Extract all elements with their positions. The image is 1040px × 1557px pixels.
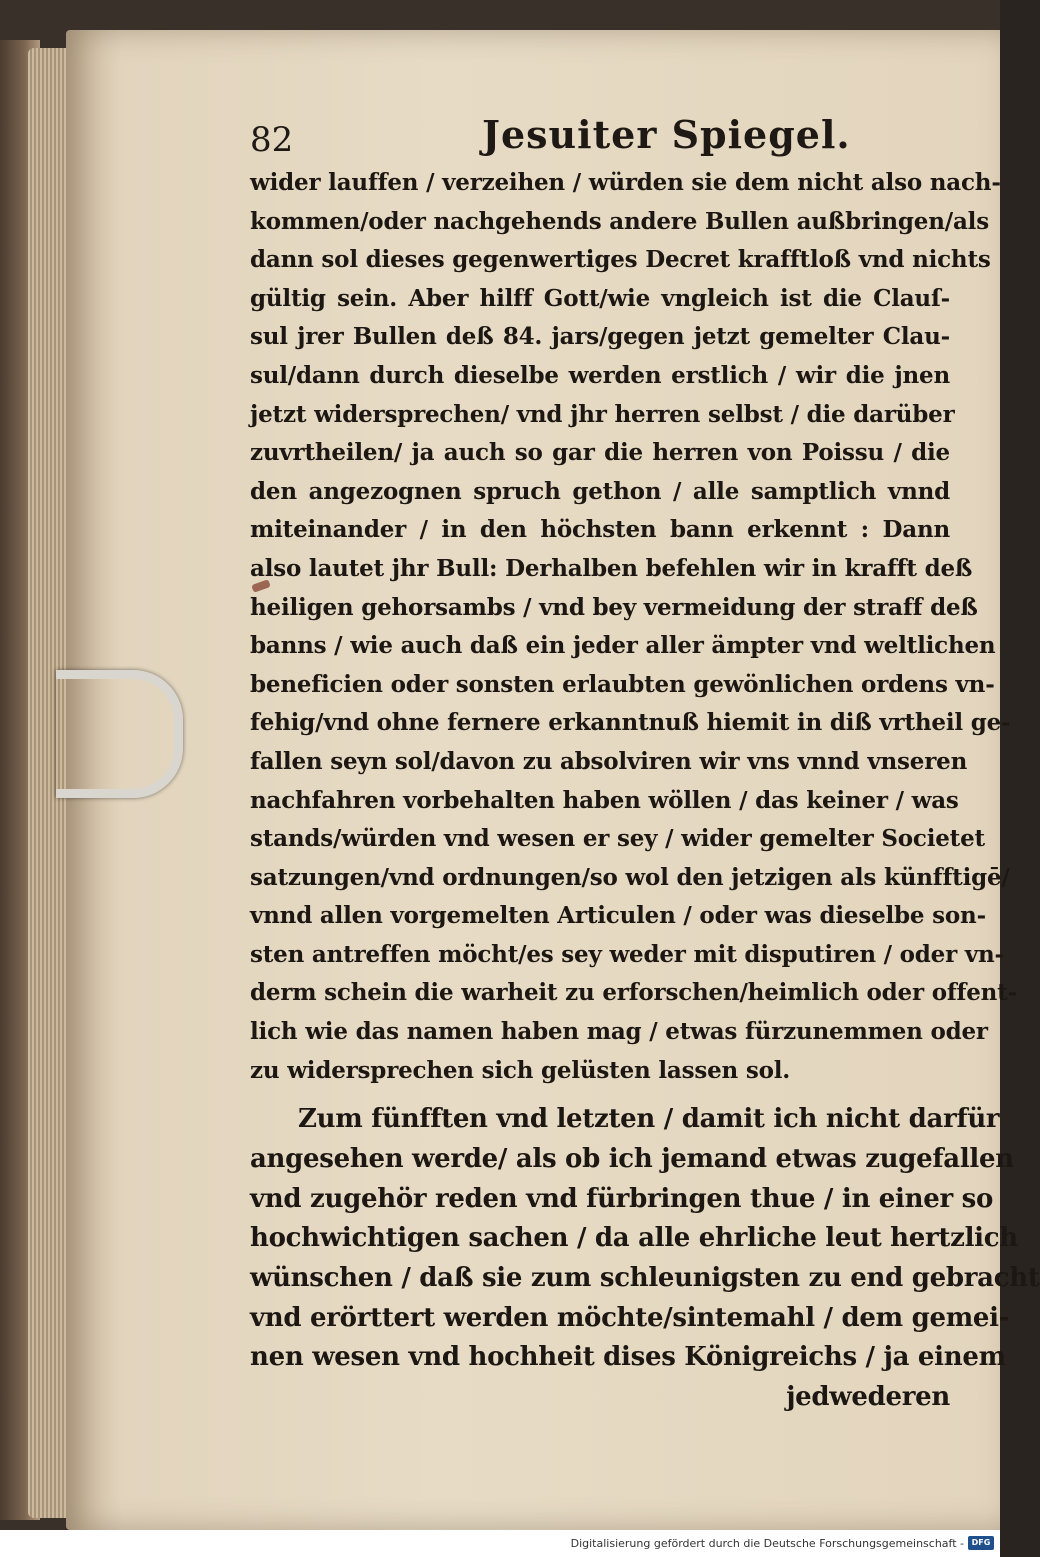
- text-line: zu widersprechen sich gelüsten lassen sol.: [250, 1056, 791, 1084]
- text-line: miteinander / in den höchsten bann erkennt : Dann: [250, 516, 950, 544]
- text-line: sten antreffen möcht/es sey weder mit disputiren / oder vn-: [250, 940, 1004, 968]
- text-line: heiligen gehorsambs / vnd bey vermeidung der straff deß: [250, 593, 978, 621]
- text-line: banns / wie auch daß ein jeder aller ämpter vnd weltlichen: [250, 632, 996, 660]
- text-line: nen wesen vnd hochheit dises Königreichs / ja einem: [250, 1342, 1006, 1373]
- text-line: also lautet jhr Bull: Derhalben befehlen wir in krafft deß: [250, 554, 973, 582]
- text-line: Zum fünfften vnd letzten / damit ich nicht darfür: [298, 1104, 1000, 1135]
- text-line: angesehen werde/ als ob ich jemand etwas zugefallen: [250, 1143, 1014, 1174]
- text-line: wider lauffen / verzeihen / würden sie dem nicht also nach-: [250, 169, 1001, 196]
- text-line: stands/würden vnd wesen er sey / wider gemelter Societet: [250, 825, 985, 853]
- text-line: derm schein die warheit zu erforschen/heimlich oder offent-: [250, 979, 1017, 1007]
- text-line: kommen/oder nachgehends andere Bullen außbringen/als: [250, 207, 989, 235]
- text-line: jetzt widersprechen/ vnd jhr herren selbst / die darüber: [250, 400, 955, 428]
- text-line: lich wie das namen haben mag / etwas fürzunemmen oder: [250, 1018, 988, 1046]
- text-line: vnd zugehör reden vnd fürbringen thue / in einer so: [250, 1183, 993, 1214]
- paragraph-1: [250, 164, 1017, 1090]
- paper-clip: [56, 670, 183, 798]
- text-line: zuvrtheilen/ ja auch so gar die herren von Poissu / die: [250, 439, 950, 467]
- dfg-logo: DFG: [968, 1536, 994, 1550]
- body-text: [250, 164, 1040, 1418]
- text-line: vnnd allen vorgemelten Articulen / oder was dieselbe son-: [250, 902, 986, 930]
- digitization-footer: [0, 1530, 1000, 1557]
- paragraph-2: [250, 1100, 1040, 1418]
- text-line: fehig/vnd ohne fernere erkanntnuß hiemit in diß vrtheil ge-: [250, 709, 1011, 737]
- page-number: 82: [250, 120, 294, 160]
- text-line: beneficien oder sonsten erlaubten gewönlichen ordens vn-: [250, 670, 995, 698]
- running-head: Jesuiter Spiegel.: [482, 112, 851, 157]
- text-line: nachfahren vorbehalten haben wöllen / das keiner / was: [250, 786, 959, 814]
- text-line: wünschen / daß sie zum schleunigsten zu end gebracht: [250, 1263, 1040, 1294]
- text-line: dann sol dieses gegenwertiges Decret krafftloß vnd nichts: [250, 246, 991, 274]
- text-line: fallen seyn sol/davon zu absolviren wir vns vnnd vnseren: [250, 747, 968, 775]
- text-line: den angezognen spruch gethon / alle samptlich vnnd: [250, 477, 950, 505]
- text-line: gültig sein. Aber hilff Gott/wie vngleich ist die Clauſ-: [250, 284, 950, 312]
- text-line: vnd erörttert werden möchte/sintemahl / dem gemei-: [250, 1302, 1010, 1333]
- text-line: satzungen/vnd ordnungen/so wol den jetzigen als künfftigē/: [250, 863, 1010, 891]
- text-line: sul jrer Bullen deß 84. jars/gegen jetzt gemelter Clau-: [250, 323, 950, 351]
- page-header: [250, 112, 950, 162]
- text-line: sul/dann durch dieselbe werden erstlich / wir die jnen: [250, 361, 950, 389]
- text-line: hochwichtigen sachen / da alle ehrliche leut hertzlich: [250, 1223, 1018, 1254]
- catchword: jedwederen: [786, 1382, 950, 1413]
- funding-credit: Digitalisierung gefördert durch die Deutsche Forschungsgemeinschaft -: [570, 1537, 964, 1550]
